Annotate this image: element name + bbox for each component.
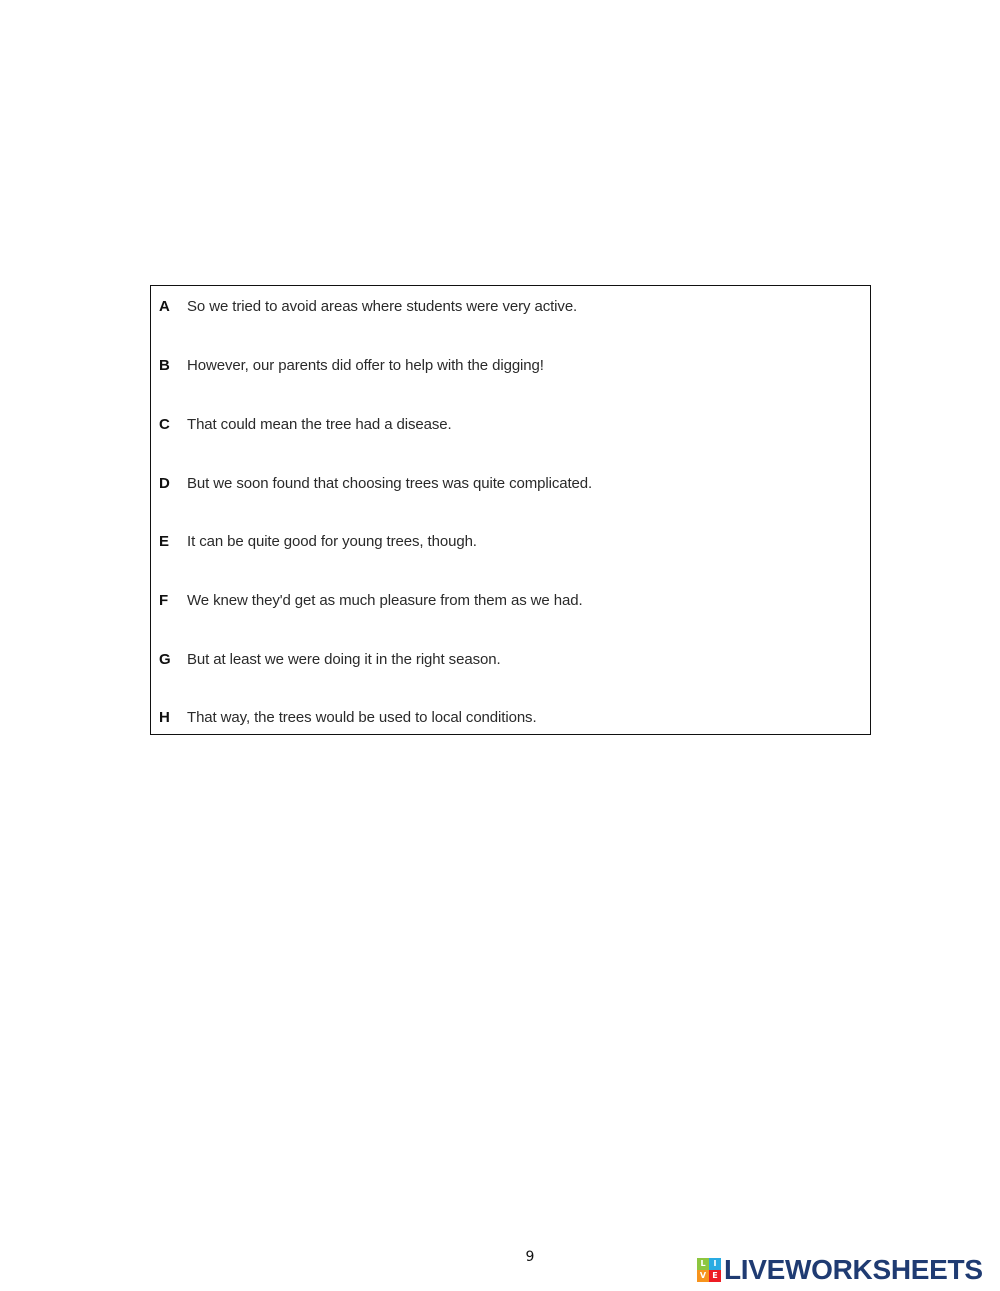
option-letter: C bbox=[159, 415, 170, 433]
option-letter: F bbox=[159, 591, 169, 609]
brand-name: LIVEWORKSHEETS bbox=[724, 1254, 983, 1285]
option-text: But at least we were doing it in the right season. bbox=[187, 650, 501, 668]
option-text: That could mean the tree had a disease. bbox=[187, 415, 452, 433]
option-text: So we tried to avoid areas where students were very active. bbox=[187, 297, 578, 315]
option-g bbox=[159, 647, 501, 671]
option-h bbox=[159, 705, 537, 729]
liveworksheets-brand[interactable] bbox=[697, 1254, 983, 1286]
option-b bbox=[159, 353, 544, 377]
logo-tile: I bbox=[709, 1258, 721, 1270]
option-text: It can be quite good for young trees, though. bbox=[187, 532, 477, 550]
option-e bbox=[159, 529, 477, 553]
option-text: But we soon found that choosing trees was quite complicated. bbox=[187, 474, 593, 492]
option-letter: G bbox=[159, 650, 171, 668]
option-text: We knew they'd get as much pleasure from them as we had. bbox=[187, 591, 583, 609]
option-text: However, our parents did offer to help with the digging! bbox=[187, 356, 544, 374]
option-letter: E bbox=[159, 532, 170, 550]
page-number: 9 bbox=[525, 1249, 535, 1265]
option-letter: A bbox=[159, 297, 170, 315]
logo-tile: E bbox=[709, 1270, 721, 1282]
option-c bbox=[159, 412, 452, 436]
option-letter: B bbox=[159, 356, 170, 374]
option-letter: D bbox=[159, 474, 170, 492]
logo-tile: V bbox=[697, 1270, 709, 1282]
logo-tile: L bbox=[697, 1258, 709, 1270]
option-a bbox=[159, 294, 577, 318]
option-text: That way, the trees would be used to local conditions. bbox=[187, 708, 537, 726]
option-letter: H bbox=[159, 708, 170, 726]
liveworksheets-logo-icon bbox=[697, 1258, 721, 1282]
option-d bbox=[159, 471, 592, 495]
answer-options-box bbox=[150, 285, 871, 735]
option-f bbox=[159, 588, 583, 612]
